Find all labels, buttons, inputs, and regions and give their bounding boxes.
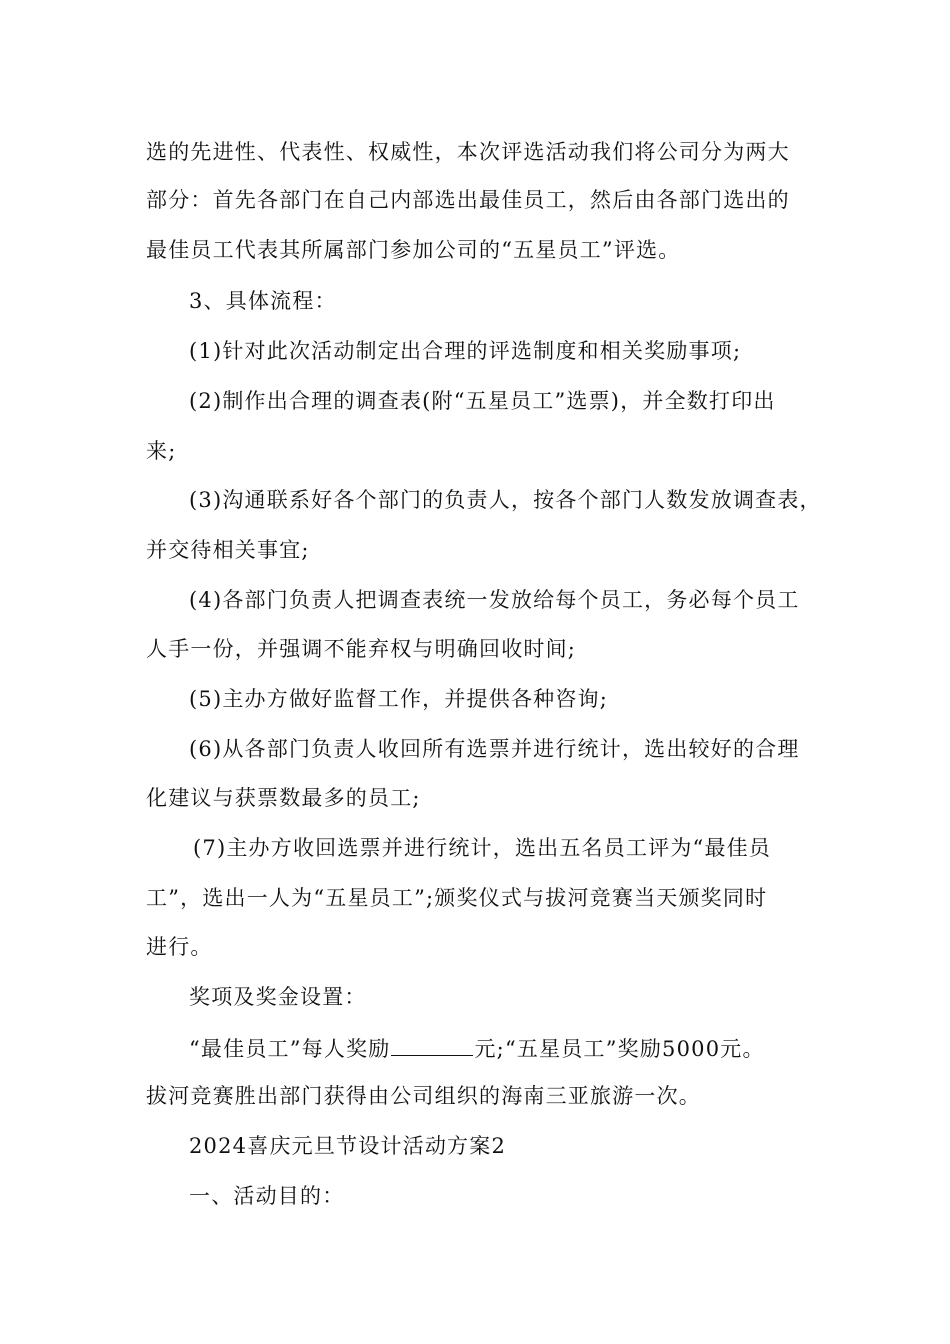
award-text-start: “最佳员工”每人奖励 bbox=[189, 1037, 391, 1061]
paragraph-line: 部分：首先各部门在自己内部选出最佳员工，然后由各部门选出的 bbox=[146, 188, 790, 212]
award-line bbox=[189, 1035, 765, 1061]
list-item-continuation: 人手一份，并强调不能弃权与明确回收时间; bbox=[146, 637, 577, 661]
paragraph-line: 最佳员工代表其所属部门参加公司的“五星员工”评选。 bbox=[146, 238, 681, 262]
section-title: 2024喜庆元旦节设计活动方案2 bbox=[189, 1134, 507, 1158]
list-item-continuation: 来; bbox=[146, 439, 177, 463]
list-item: (1)针对此次活动制定出合理的评选制度和相关奖励事项; bbox=[189, 339, 742, 363]
list-item: (3)沟通联系好各个部门的负责人，按各个部门人数发放调查表， bbox=[189, 488, 822, 512]
section-heading: 奖项及奖金设置： bbox=[189, 985, 367, 1009]
list-item-continuation: 并交待相关事宜; bbox=[146, 538, 310, 562]
list-item: (2)制作出合理的调查表(附“五星员工”选票)，并全数打印出 bbox=[189, 389, 776, 413]
section-heading: 一、活动目的： bbox=[189, 1184, 345, 1208]
list-item: (6)从各部门负责人收回所有选票并进行统计，选出较好的合理 bbox=[189, 737, 800, 761]
award-text-end: 元;“五星员工”奖励5000元。 bbox=[474, 1037, 765, 1061]
list-item: (4)各部门负责人把调查表统一发放给每个员工，务必每个员工 bbox=[189, 588, 800, 612]
list-item-continuation: 工”，选出一人为“五星员工”;颁奖仪式与拔河竞赛当天颁奖同时 bbox=[146, 886, 768, 910]
list-item: (7)主办方收回选票并进行统计，选出五名员工评为“最佳员 bbox=[193, 836, 772, 860]
paragraph-line: 选的先进性、代表性、权威性，本次评选活动我们将公司分为两大 bbox=[146, 140, 790, 164]
list-item-continuation: 化建议与获票数最多的员工; bbox=[146, 786, 421, 810]
paragraph-line: 拔河竞赛胜出部门获得由公司组织的海南三亚旅游一次。 bbox=[146, 1084, 701, 1108]
list-item: (5)主办方做好监督工作，并提供各种咨询; bbox=[189, 687, 609, 711]
section-heading: 3、具体流程： bbox=[189, 289, 337, 313]
blank-underline bbox=[391, 1035, 473, 1056]
list-item-continuation: 进行。 bbox=[146, 935, 213, 959]
